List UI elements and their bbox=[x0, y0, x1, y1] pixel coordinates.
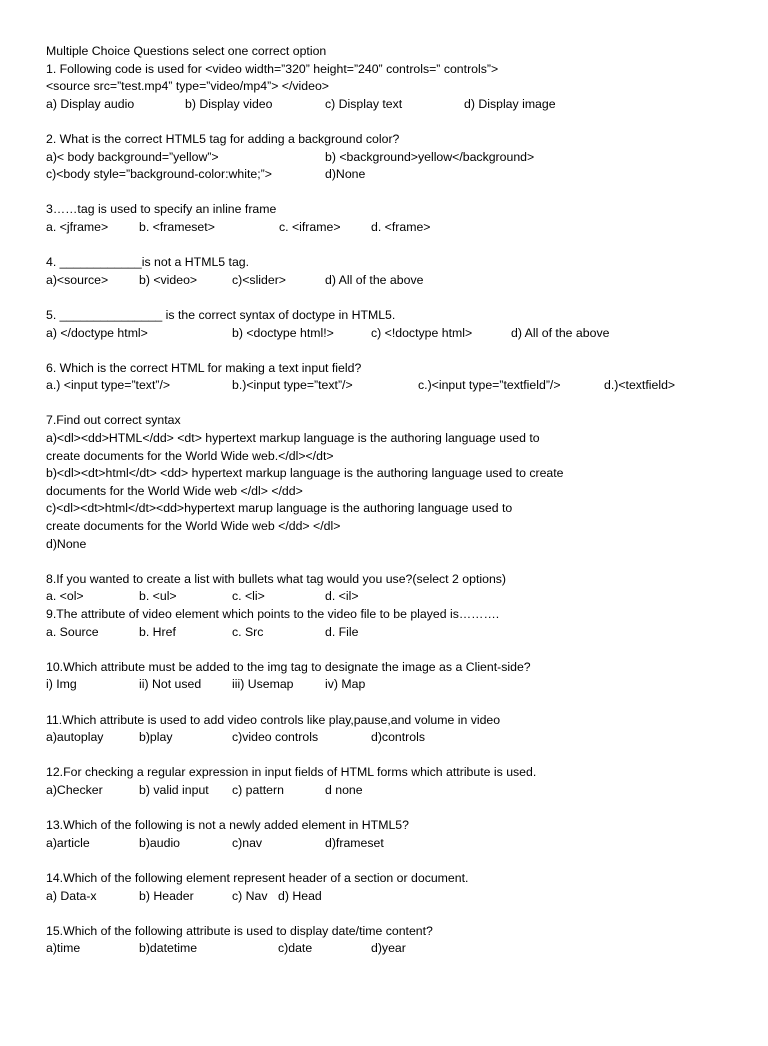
q5-option-c: c) <!doctype html> bbox=[371, 325, 473, 340]
q7-option-c-line1: c)<dl><dt>html</dt><dd>hypertext marup language is the authoring language used to bbox=[46, 501, 513, 516]
q4-option-c: c)<slider> bbox=[232, 272, 286, 287]
q9-option-b: b. Href bbox=[139, 624, 176, 639]
q2-option-a: a)< body background=”yellow”> bbox=[46, 149, 219, 164]
q10-option-iii: iii) Usemap bbox=[232, 677, 294, 692]
q5-option-b: b) <doctype html!> bbox=[232, 325, 334, 340]
q8-option-c: c. <li> bbox=[232, 589, 265, 604]
q13-option-d: d)frameset bbox=[325, 835, 384, 850]
spacer bbox=[46, 342, 746, 360]
spacer bbox=[46, 289, 746, 307]
question-1-stem: 1. Following code is used for <video width=”320” height=”240” controls=” controls”> bbox=[46, 61, 499, 76]
question-15-options bbox=[46, 940, 746, 958]
question-2-options-row1 bbox=[46, 149, 746, 167]
question-14-options bbox=[46, 888, 746, 906]
q8-option-d: d. <il> bbox=[325, 589, 359, 604]
q6-option-a: a.) <input type=”text”/> bbox=[46, 378, 171, 393]
q14-option-b: b) Header bbox=[139, 888, 194, 903]
q7-option-a-line2: create documents for the World Wide web.</dl></dt> bbox=[46, 448, 334, 463]
question-4-stem: 4. ____________is not a HTML5 tag. bbox=[46, 255, 250, 270]
question-4-options bbox=[46, 272, 746, 290]
spacer bbox=[46, 237, 746, 255]
q12-option-c: c) pattern bbox=[232, 782, 284, 797]
question-13-stem: 13.Which of the following is not a newly added element in HTML5? bbox=[46, 818, 409, 833]
q4-option-a: a)<source> bbox=[46, 272, 109, 287]
question-8-options bbox=[46, 588, 746, 606]
question-15-stem: 15.Which of the following attribute is used to display date/time content? bbox=[46, 923, 433, 938]
q3-option-b: b. <frameset> bbox=[139, 219, 215, 234]
page-heading: Multiple Choice Questions select one correct option bbox=[46, 44, 327, 58]
q10-option-iv: iv) Map bbox=[325, 677, 366, 692]
q15-option-c: c)date bbox=[278, 941, 313, 956]
question-14-stem: 14.Which of the following element represent header of a section or document. bbox=[46, 870, 469, 885]
spacer bbox=[46, 641, 746, 659]
q3-option-d: d. <frame> bbox=[371, 219, 431, 234]
spacer bbox=[46, 553, 746, 571]
spacer bbox=[46, 852, 746, 870]
q12-option-b: b) valid input bbox=[139, 782, 209, 797]
q11-option-c: c)video controls bbox=[232, 730, 319, 745]
q4-option-d: d) All of the above bbox=[325, 272, 424, 287]
q6-option-c: c.)<input type=”textfield”/> bbox=[418, 378, 561, 393]
question-6-stem: 6. Which is the correct HTML for making a text input field? bbox=[46, 360, 362, 375]
q9-option-d: d. File bbox=[325, 624, 359, 639]
q12-option-a: a)Checker bbox=[46, 782, 103, 797]
q13-option-a: a)article bbox=[46, 835, 90, 850]
q13-option-b: b)audio bbox=[139, 835, 181, 850]
question-7-stem: 7.Find out correct syntax bbox=[46, 413, 181, 428]
q5-option-a: a) </doctype html> bbox=[46, 325, 148, 340]
q11-option-d: d)controls bbox=[371, 730, 425, 745]
question-9-stem: 9.The attribute of video element which points to the video file to be played is………. bbox=[46, 607, 500, 621]
q4-option-b: b) <video> bbox=[139, 272, 198, 287]
q12-option-d: d none bbox=[325, 782, 363, 797]
q10-option-ii: ii) Not used bbox=[139, 677, 202, 692]
question-6-options bbox=[46, 377, 746, 395]
question-12-options bbox=[46, 782, 746, 800]
q8-option-a: a. <ol> bbox=[46, 589, 84, 604]
question-10-stem: 10.Which attribute must be added to the img tag to designate the image as a Client-side? bbox=[46, 659, 531, 674]
q6-option-b: b.)<input type=”text”/> bbox=[232, 378, 353, 393]
q6-option-d: d.)<textfield> bbox=[604, 378, 676, 393]
spacer bbox=[46, 113, 746, 131]
q11-option-b: b)play bbox=[139, 730, 173, 745]
q7-option-b-line2: documents for the World Wide web </dl> </dd> bbox=[46, 483, 303, 498]
q1-option-c: c) Display text bbox=[325, 96, 403, 111]
question-13-options bbox=[46, 835, 746, 853]
q5-option-d: d) All of the above bbox=[511, 325, 610, 340]
q8-option-b: b. <ul> bbox=[139, 589, 177, 604]
q3-option-c: c. <iframe> bbox=[279, 219, 341, 234]
q7-option-b-line1: b)<dl><dt>html</dt> <dd> hypertext markup language is the authoring language used to create bbox=[46, 466, 564, 481]
q1-option-a: a) Display audio bbox=[46, 96, 135, 111]
q9-option-a: a. Source bbox=[46, 624, 99, 639]
q2-option-d: d)None bbox=[325, 167, 366, 182]
question-1-stem-continued: <source src=”test.mp4” type=”video/mp4”> </video> bbox=[46, 79, 329, 94]
q14-option-d: d) Head bbox=[278, 888, 322, 903]
q1-option-b: b) Display video bbox=[185, 96, 273, 111]
q15-option-a: a)time bbox=[46, 941, 81, 956]
q14-option-a: a) Data-x bbox=[46, 888, 97, 903]
q15-option-d: d)year bbox=[371, 941, 406, 956]
question-9-options bbox=[46, 624, 746, 642]
question-2-options-row2 bbox=[46, 166, 746, 184]
spacer bbox=[46, 395, 746, 413]
q2-option-c: c)<body style=”background-color:white;”> bbox=[46, 167, 272, 182]
q14-option-c: c) Nav bbox=[232, 888, 268, 903]
q7-option-d: d)None bbox=[46, 536, 87, 551]
spacer bbox=[46, 184, 746, 202]
question-11-options bbox=[46, 729, 746, 747]
q9-option-c: c. Src bbox=[232, 624, 264, 639]
question-11-stem: 11.Which attribute is used to add video controls like play,pause,and volume in video bbox=[46, 712, 501, 727]
question-2-stem: 2. What is the correct HTML5 tag for adding a background color? bbox=[46, 131, 400, 146]
question-5-stem: 5. _______________ is the correct syntax of doctype in HTML5. bbox=[46, 307, 396, 322]
q13-option-c: c)nav bbox=[232, 835, 263, 850]
question-12-stem: 12.For checking a regular expression in input fields of HTML forms which attribute is used. bbox=[46, 765, 537, 780]
spacer bbox=[46, 905, 746, 923]
spacer bbox=[46, 747, 746, 765]
q1-option-d: d) Display image bbox=[464, 96, 556, 111]
question-3-options bbox=[46, 219, 746, 237]
q2-option-b: b) <background>yellow</background> bbox=[325, 149, 535, 164]
question-3-stem: 3……tag is used to specify an inline frame bbox=[46, 202, 277, 217]
question-1-options bbox=[46, 96, 746, 114]
question-sheet bbox=[46, 43, 746, 958]
spacer bbox=[46, 800, 746, 818]
question-10-options bbox=[46, 676, 746, 694]
q10-option-i: i) Img bbox=[46, 677, 77, 692]
spacer bbox=[46, 694, 746, 712]
q15-option-b: b)datetime bbox=[139, 941, 198, 956]
q3-option-a: a. <jframe> bbox=[46, 219, 109, 234]
question-8-stem: 8.If you wanted to create a list with bullets what tag would you use?(select 2 options) bbox=[46, 571, 507, 586]
q7-option-c-line2: create documents for the World Wide web </dd> </dl> bbox=[46, 519, 341, 534]
q11-option-a: a)autoplay bbox=[46, 730, 104, 745]
question-5-options bbox=[46, 325, 746, 343]
q7-option-a-line1: a)<dl><dd>HTML</dd> <dt> hypertext markup language is the authoring language used to bbox=[46, 431, 540, 446]
